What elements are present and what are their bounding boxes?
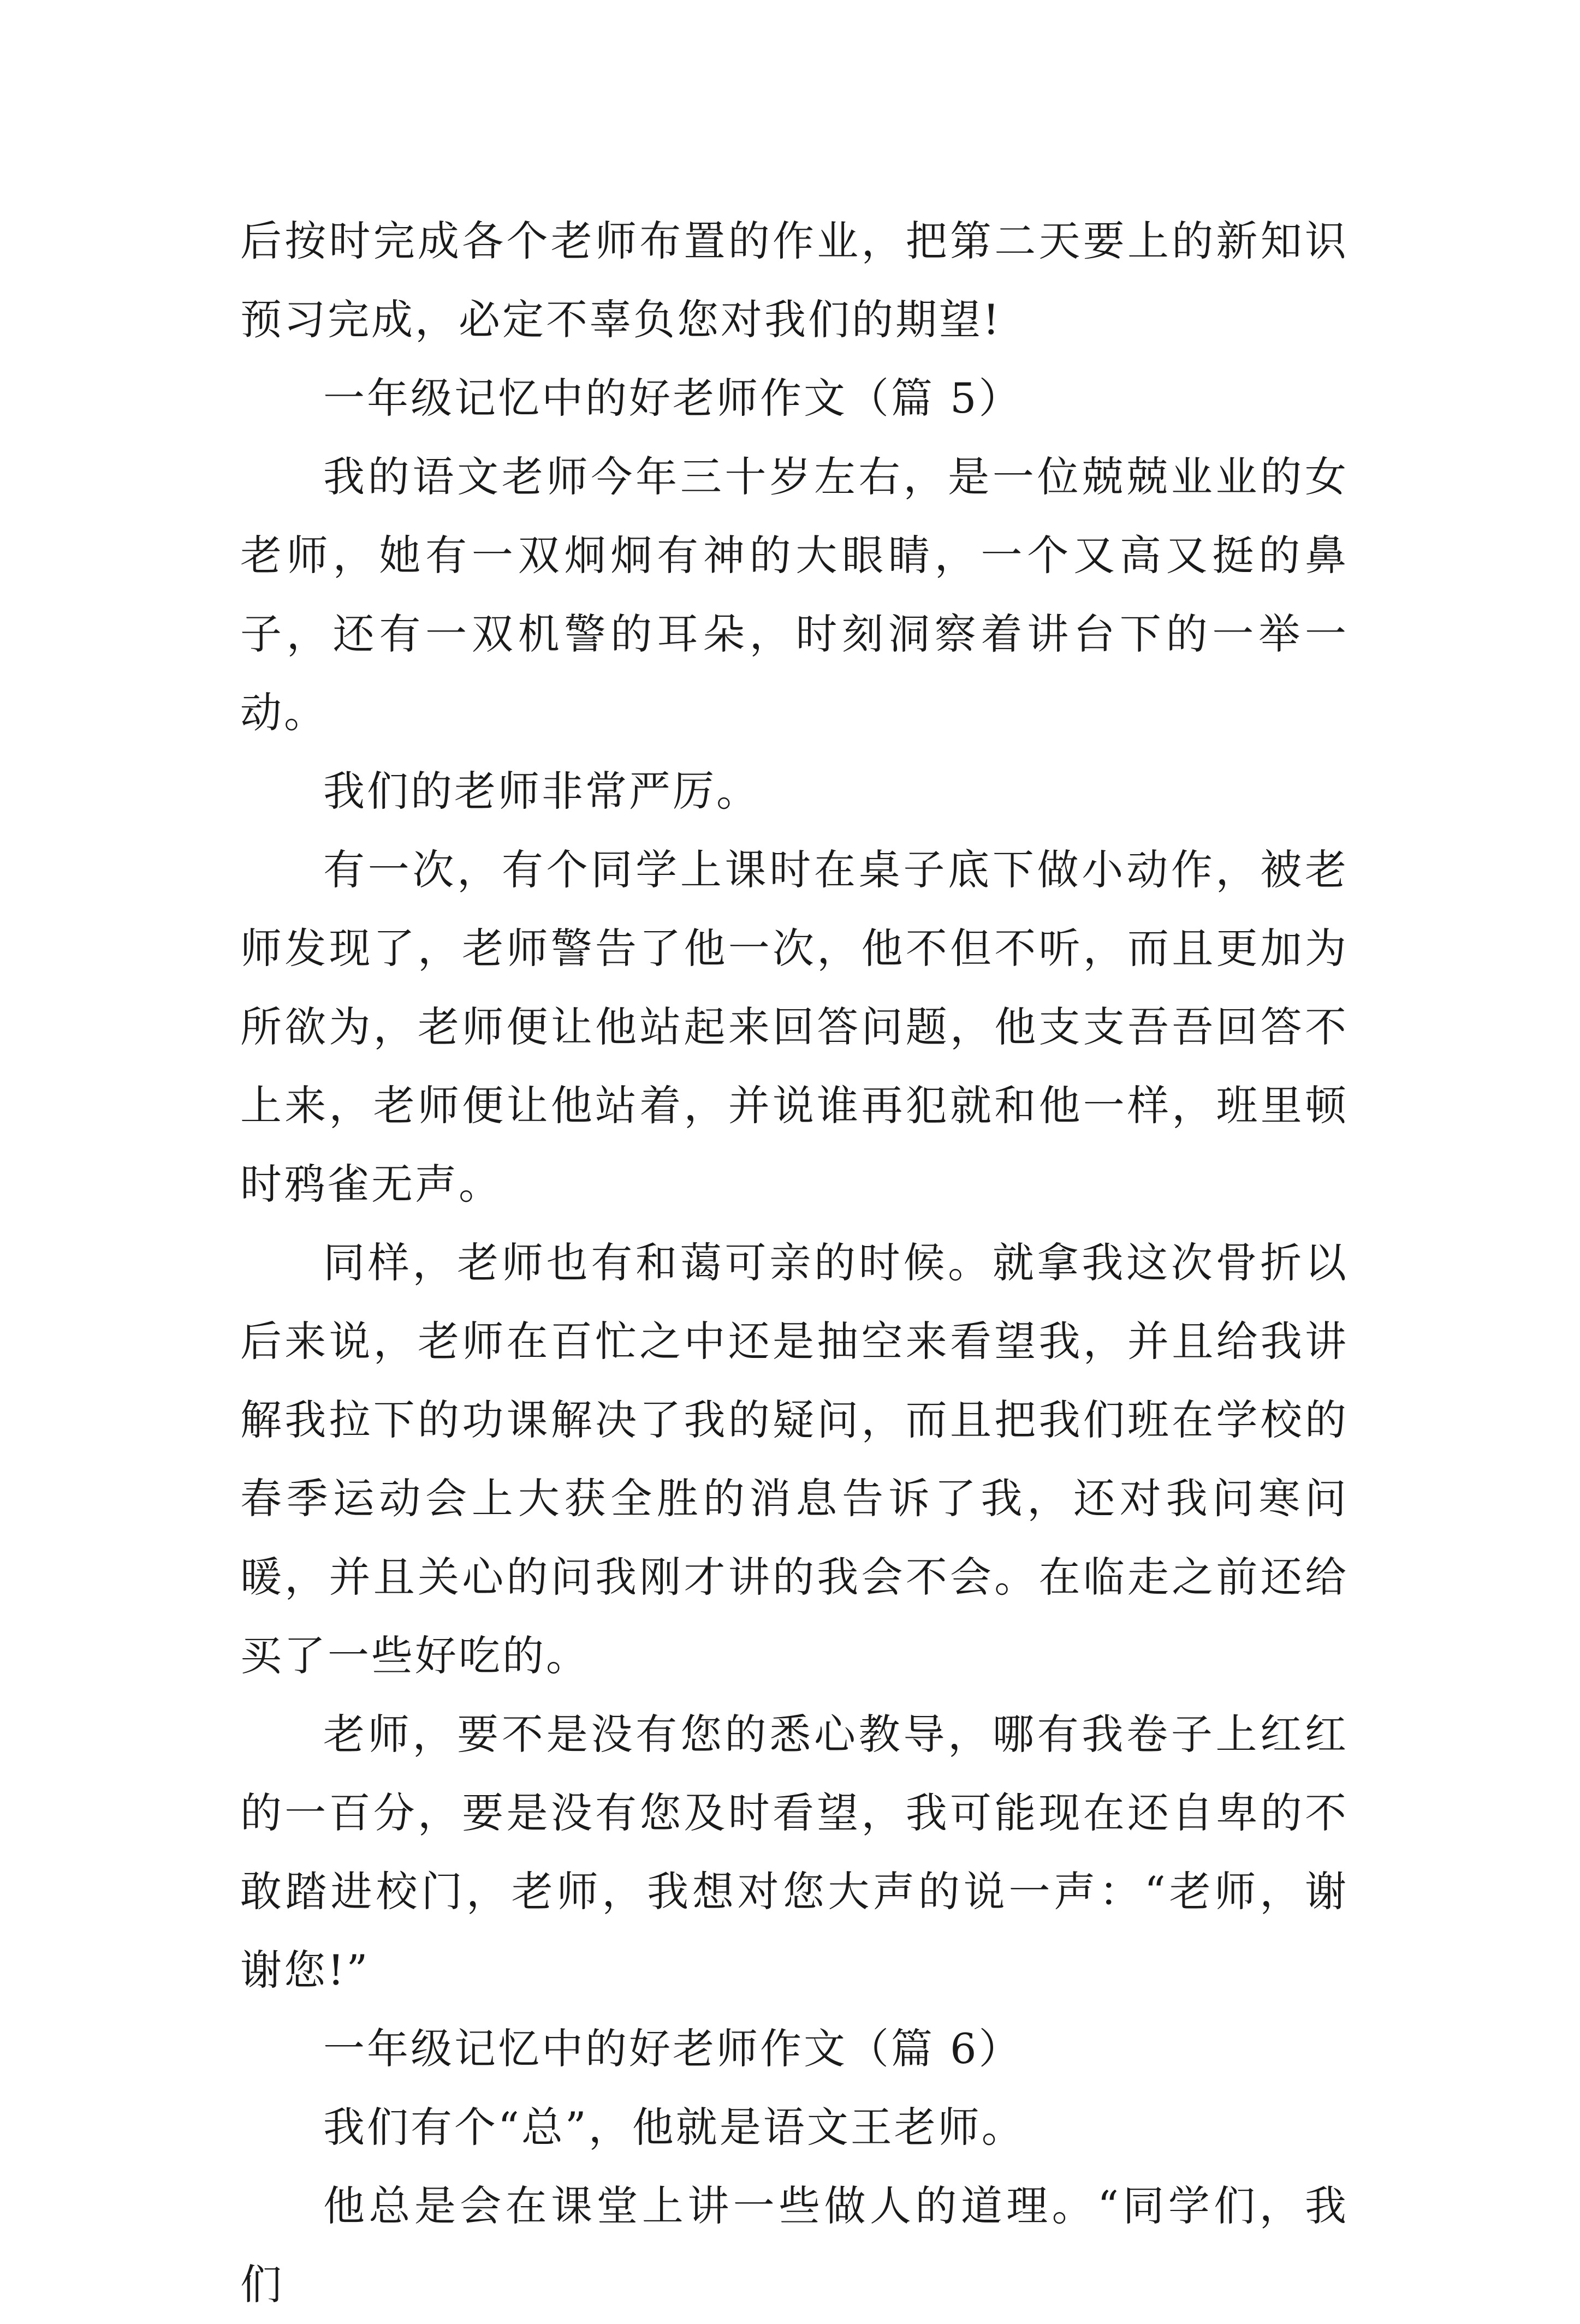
paragraph: 同样，老师也有和蔼可亲的时候。就拿我这次骨折以后来说，老师在百忙之中还是抽空来看望我，并且给我讲解我拉下的功课解决了我的疑问，而且把我们班在学校的春季运动会上大获全胜的消息告诉了我，还对我问寒问暖，并且关心的问我刚才讲的我会不会。在临走之前还给买了一些好吃的。: [240, 1238, 1349, 1680]
paragraph: 他总是会在课堂上讲一些做人的道理。“同学们，我们: [240, 2182, 1349, 2309]
paragraph-continued: 后按时完成各个老师布置的作业，把第二天要上的新知识预习完成，必定不辜负您对我们的期望!: [240, 217, 1349, 344]
paragraph: 我们有个“总”，他就是语文王老师。: [323, 2103, 1025, 2152]
paragraph: 我们的老师非常严厉。: [323, 767, 760, 815]
paragraph: 有一次，有个同学上课时在桌子底下做小动作，被老师发现了，老师警告了他一次，他不但不听，而且更加为所欲为，老师便让他站起来回答问题，他支支吾吾回答不上来，老师便让他站着，并说谁再犯就和他一样，班里顿时鸦雀无声。: [240, 845, 1349, 1208]
paragraph: 我的语文老师今年三十岁左右，是一位兢兢业业的女老师，她有一双炯炯有神的大眼睛，一个又高又挺的鼻子，还有一双机警的耳朵，时刻洞察着讲台下的一举一动。: [240, 452, 1349, 737]
section-heading-6: 一年级记忆中的好老师作文（篇 6）: [323, 2024, 1023, 2073]
document-body: [240, 202, 1349, 2324]
paragraph: 老师，要不是没有您的悉心教导，哪有我卷子上红红的一百分，要是没有您及时看望，我可能现在还自卑的不敢踏进校门，老师，我想对您大声的说一声：“老师，谢谢您!”: [240, 1710, 1349, 1994]
section-heading-5: 一年级记忆中的好老师作文（篇 5）: [323, 374, 1023, 422]
